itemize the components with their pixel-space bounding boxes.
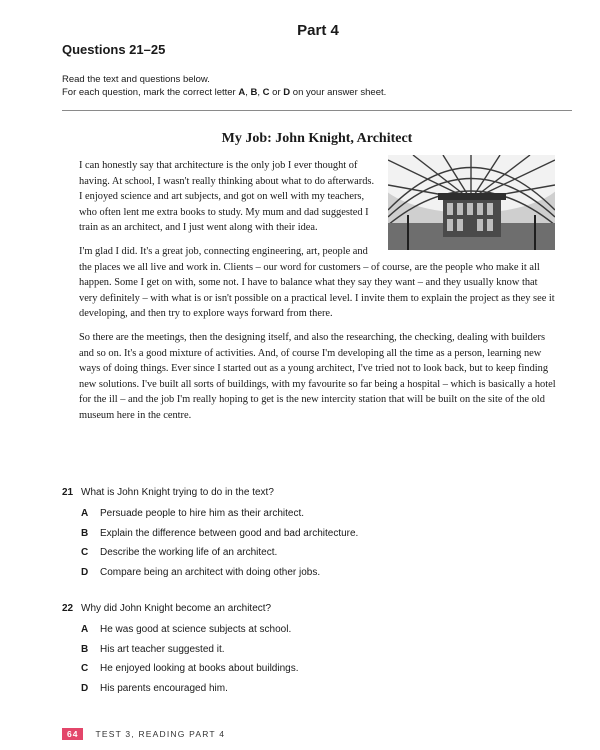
- question-text: What is John Knight trying to do in the text?: [81, 487, 274, 498]
- option-text: Persuade people to hire him as their architect.: [100, 508, 304, 519]
- option-d[interactable]: [81, 679, 298, 699]
- option-letter: B: [81, 643, 89, 655]
- part-title: Part 4: [297, 22, 339, 39]
- question-number: 22: [62, 603, 74, 614]
- option-c[interactable]: [81, 659, 298, 679]
- instructions: [62, 73, 386, 99]
- question-22: [62, 601, 298, 698]
- question-text: Why did John Knight become an architect?: [81, 603, 272, 614]
- article-paragraph: I'm glad I did. It's a great job, connecting engineering, art, people and the places we all live and work in. Clients – our word for customers – of course, are the people who make it all happen. Some I get on with, some not. I have to balance what they say they want – and they usually know that very definitely – with what is or isn't possible on a practical level. I invite them to explain the project as they see it developing, and then try to explore ways forward from there.: [79, 245, 555, 320]
- divider: [62, 110, 572, 111]
- option-letter: A: [81, 624, 89, 635]
- option-d[interactable]: [81, 563, 358, 583]
- instruction-text: on your answer sheet.: [290, 87, 387, 98]
- option-b[interactable]: [81, 640, 298, 660]
- option-text: His art teacher suggested it.: [100, 643, 225, 655]
- questions-range-heading: Questions 21–25: [62, 42, 166, 57]
- article-body: [79, 158, 557, 432]
- option-letter: B: [81, 527, 89, 539]
- option-text: His parents encouraged him.: [100, 682, 228, 694]
- option-letter: C: [81, 663, 89, 674]
- instruction-line-1: Read the text and questions below.: [62, 74, 210, 85]
- question-number: 21: [62, 487, 74, 498]
- option-text: Explain the difference between good and bad architecture.: [100, 527, 359, 539]
- section-label: TEST 3, READING PART 4: [95, 729, 226, 739]
- letter-d: D: [283, 87, 291, 98]
- letter-a: A: [238, 87, 246, 98]
- separator: ,: [245, 87, 251, 98]
- page-footer: [62, 728, 225, 740]
- article-paragraph: So there are the meetings, then the designing itself, and also the researching, the checking, dealing with builders and so on. It's a good mixture of activities. And, of course I'm developing all the time as a person, learning new ways of doing things. Ever since I started out as a young architect, I've tried not to look back, but to keep finding new solutions. I've built all sorts of buildings, with my favourite so far being a hospital – which is basically a hotel for the ill – and the job I'm really hoping to get is the new intercity station that will be built on the site of the old museum here in the centre.: [79, 331, 556, 421]
- option-text: Describe the working life of an architect.: [100, 547, 278, 558]
- separator: or: [269, 87, 284, 98]
- option-letter: D: [81, 682, 89, 694]
- option-text: Compare being an architect with doing other jobs.: [100, 566, 321, 578]
- station-roof-image: [388, 155, 555, 250]
- question-21: [62, 485, 358, 582]
- letter-b: B: [250, 87, 258, 98]
- option-c[interactable]: [81, 543, 358, 563]
- option-text: He was good at science subjects at school.: [100, 624, 292, 635]
- page-number: 64: [62, 728, 83, 740]
- station-photo: [388, 155, 555, 250]
- option-b[interactable]: [81, 524, 358, 544]
- instruction-line-2: [62, 86, 386, 99]
- separator: ,: [257, 87, 263, 98]
- option-letter: C: [81, 547, 89, 558]
- option-a[interactable]: [81, 620, 298, 640]
- instruction-text: For each question, mark the correct letter: [62, 87, 239, 98]
- option-a[interactable]: [81, 504, 358, 524]
- article-paragraph: I can honestly say that architecture is the only job I ever thought of having. At school, I wasn't really thinking about what to do afterwards. I enjoyed science and art subjects, and got on well with my teachers, who often lent me extra books to study. My mum and dad suggested I train as an architect, and I just went along with their idea.: [79, 160, 375, 234]
- article-title: My Job: John Knight, Architect: [221, 131, 413, 146]
- option-letter: A: [81, 508, 89, 519]
- option-text: He enjoyed looking at books about buildings.: [100, 663, 299, 674]
- option-letter: D: [81, 566, 89, 578]
- letter-c: C: [262, 87, 270, 98]
